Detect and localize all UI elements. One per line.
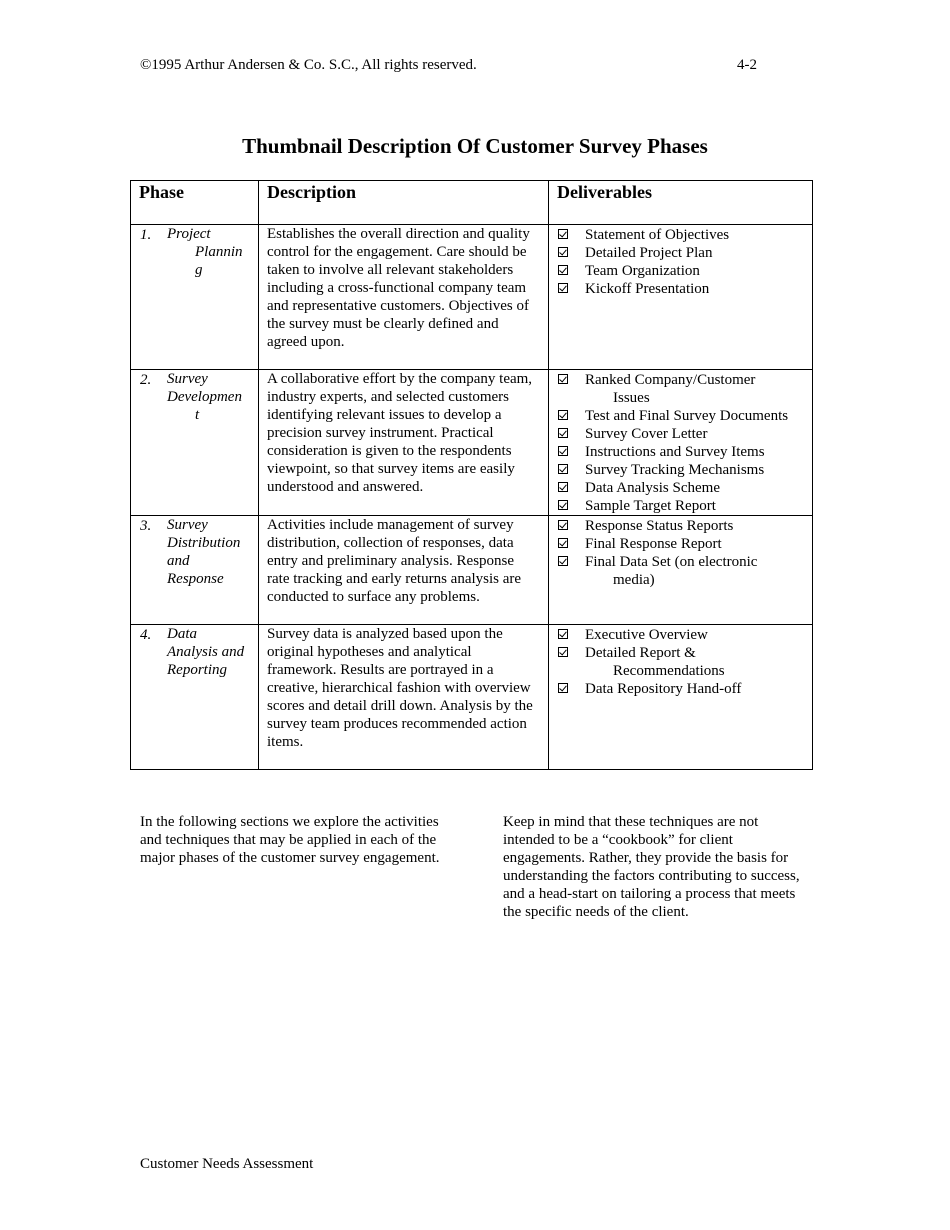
deliverable-item <box>557 443 804 461</box>
deliverable-text: Survey Tracking Mechanisms <box>585 462 765 478</box>
page-footer: Customer Needs Assessment <box>140 1156 314 1172</box>
checked-box-icon <box>558 247 568 257</box>
checked-box-icon <box>558 482 568 492</box>
phase-name <box>139 516 250 588</box>
phase-number: 3. <box>140 518 152 534</box>
deliverable-text: Survey Cover Letter <box>585 426 708 442</box>
deliverable-text-continued: Issues <box>613 390 650 406</box>
checked-box-icon <box>558 410 568 420</box>
phase-name <box>139 370 250 424</box>
deliverables-list <box>557 225 804 298</box>
deliverables-list <box>557 625 804 698</box>
table-header-row <box>131 181 813 225</box>
phase-cell <box>131 516 259 625</box>
deliverable-text: Sample Target Report <box>585 498 716 514</box>
deliverable-item <box>557 425 804 443</box>
phase-number: 1. <box>140 227 152 243</box>
copyright-notice: ©1995 Arthur Andersen & Co. S.C., All rights reserved. <box>140 57 477 73</box>
phase-name-line: Developmen <box>167 389 242 405</box>
checked-box-icon <box>558 556 568 566</box>
phase-name-line: Plannin <box>195 244 243 260</box>
phase-number: 2. <box>140 372 152 388</box>
deliverable-item <box>557 644 804 680</box>
phase-description: A collaborative effort by the company team, industry experts, and selected customers identifying relevant issues to develop a precision survey instrument. Practical consideration is given to the respondents viewpoint, so that survey items are easily understood and answered. <box>259 370 549 516</box>
deliverable-text: Data Repository Hand-off <box>585 681 742 697</box>
phase-name <box>139 625 250 679</box>
deliverable-text-continued: media) <box>613 572 655 588</box>
phase-description: Survey data is analyzed based upon the original hypotheses and analytical framework. Results are portrayed in a creative, hierarchical fashion with overview scores and detail drill down. Analysis by the survey team produces recommended action items. <box>259 625 549 770</box>
checked-box-icon <box>558 683 568 693</box>
deliverable-item <box>557 262 804 280</box>
deliverable-text: Detailed Report & <box>585 645 696 661</box>
phases-table <box>130 180 813 770</box>
checked-box-icon <box>558 446 568 456</box>
table-row <box>131 370 813 516</box>
phase-description: Establishes the overall direction and quality control for the engagement. Care should be taken to involve all relevant stakeholders including a cross-functional company team and representative customers. Objectives of the survey must be clearly defined and agreed upon. <box>259 225 549 370</box>
phase-number: 4. <box>140 627 152 643</box>
phase-deliverables <box>549 516 813 625</box>
column-header-description: Description <box>259 181 549 225</box>
page-title: Thumbnail Description Of Customer Survey Phases <box>242 134 708 158</box>
checked-box-icon <box>558 464 568 474</box>
intro-paragraph-left: In the following sections we explore the activities and techniques that may be applied in each of the major phases of the customer survey engagement. <box>140 814 440 866</box>
table-row <box>131 625 813 770</box>
deliverable-item <box>557 280 804 298</box>
deliverable-item <box>557 497 804 515</box>
checked-box-icon <box>558 229 568 239</box>
phase-name-line: g <box>195 262 203 278</box>
deliverable-text: Response Status Reports <box>585 518 734 534</box>
phase-name-line: Project <box>167 226 211 242</box>
phase-name-line: Survey <box>167 371 208 387</box>
deliverable-text: Final Response Report <box>585 536 722 552</box>
checked-box-icon <box>558 283 568 293</box>
phase-deliverables <box>549 625 813 770</box>
deliverable-item <box>557 244 804 262</box>
deliverable-text: Statement of Objectives <box>585 227 730 243</box>
column-header-phase: Phase <box>131 181 259 225</box>
table-body <box>131 225 813 770</box>
deliverable-item <box>557 479 804 497</box>
phase-name-line: Data <box>167 626 197 642</box>
phase-name-line: t <box>195 407 200 423</box>
deliverable-item <box>557 461 804 479</box>
phase-cell <box>131 225 259 370</box>
deliverables-list <box>557 370 804 515</box>
phase-name-line: Distribution <box>167 535 241 551</box>
table-row <box>131 516 813 625</box>
phase-description: Activities include management of survey distribution, collection of responses, data entry and preliminary analysis. Response rate tracking and early returns analysis are conducted to surface any problems. <box>259 516 549 625</box>
phase-name-line: Analysis and <box>167 644 245 660</box>
phase-name <box>139 225 250 279</box>
checked-box-icon <box>558 520 568 530</box>
deliverable-item <box>557 371 804 407</box>
checked-box-icon <box>558 538 568 548</box>
deliverable-item <box>557 535 804 553</box>
deliverable-item <box>557 407 804 425</box>
checked-box-icon <box>558 647 568 657</box>
phase-deliverables <box>549 370 813 516</box>
phase-name-line: Reporting <box>167 662 227 678</box>
deliverable-text: Team Organization <box>585 263 700 279</box>
deliverable-text: Final Data Set (on electronic <box>585 554 758 570</box>
deliverable-text-continued: Recommendations <box>613 663 725 679</box>
checked-box-icon <box>558 500 568 510</box>
checked-box-icon <box>558 265 568 275</box>
phase-deliverables <box>549 225 813 370</box>
column-header-deliverables: Deliverables <box>549 181 813 225</box>
deliverable-text: Ranked Company/Customer <box>585 372 756 388</box>
intro-paragraph-right: Keep in mind that these techniques are not intended to be a “cookbook” for client engagements. Rather, they provide the basis for understanding the factors contributing to success, and a head-start on tailoring a process that meets the specific needs of the client. <box>503 814 800 920</box>
deliverable-item <box>557 517 804 535</box>
deliverable-text: Data Analysis Scheme <box>585 480 720 496</box>
deliverable-text: Executive Overview <box>585 627 708 643</box>
deliverable-item <box>557 626 804 644</box>
checked-box-icon <box>558 374 568 384</box>
checked-box-icon <box>558 428 568 438</box>
table-row <box>131 225 813 370</box>
deliverable-text: Instructions and Survey Items <box>585 444 765 460</box>
deliverable-item <box>557 680 804 698</box>
page-number: 4-2 <box>737 57 757 73</box>
phase-name-line: Survey <box>167 517 208 533</box>
deliverable-text: Detailed Project Plan <box>585 245 713 261</box>
phase-cell <box>131 625 259 770</box>
phase-name-line: Response <box>167 571 224 587</box>
deliverable-text: Test and Final Survey Documents <box>585 408 789 424</box>
checked-box-icon <box>558 629 568 639</box>
phase-cell <box>131 370 259 516</box>
deliverable-item <box>557 553 804 589</box>
deliverables-list <box>557 516 804 589</box>
phase-name-line: and <box>167 553 190 569</box>
deliverable-text: Kickoff Presentation <box>585 281 710 297</box>
deliverable-item <box>557 226 804 244</box>
